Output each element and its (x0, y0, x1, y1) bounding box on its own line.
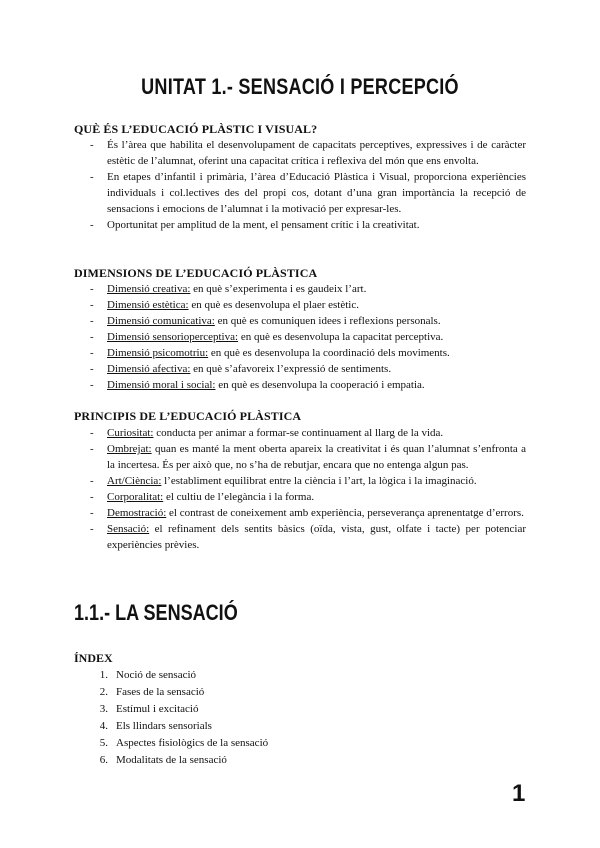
index-number: 5. (99, 737, 108, 749)
term: Dimensió creativa: (107, 283, 191, 295)
term: Sensació: (107, 523, 150, 535)
term-description: en què s’experimenta i es gaudeix l’art. (190, 283, 367, 295)
list-item (90, 505, 526, 521)
list-item (90, 521, 526, 553)
section-heading-principles: PRINCIPIS DE L’EDUCACIÓ PLÀSTICA (74, 409, 302, 423)
index-item (88, 752, 268, 769)
term-description: en què es desenvolupa la cooperació i empatia. (215, 379, 425, 391)
index-label: Modalitats de la sensació (116, 754, 227, 766)
list-item (90, 281, 526, 297)
term: Dimensió afectiva: (107, 363, 191, 375)
index-number: 3. (99, 703, 108, 715)
section-principles-list (90, 425, 526, 553)
section-heading-dimensions: DIMENSIONS DE L’EDUCACIÓ PLÀSTICA (74, 266, 318, 280)
term-description: el contrast de coneixement amb experiència, perseverança aprenentatge d’errors. (166, 507, 524, 519)
term-description: el refinament dels sentits bàsics (oïda, vista, gust, olfate i tacte) per potenciar experiències prèvies. (107, 523, 526, 551)
index-number: 1. (99, 669, 108, 681)
page-number: 1 (512, 780, 526, 807)
list-item (90, 345, 526, 361)
list-item (90, 473, 526, 489)
term: Ombrejat: (107, 443, 152, 455)
index-label: Els llindars sensorials (116, 720, 212, 732)
term-description: en què es desenvolupa el plaer estètic. (188, 299, 359, 311)
term: Dimensió comunicativa: (107, 315, 215, 327)
list-item (90, 313, 526, 329)
term: Demostració: (107, 507, 167, 519)
list-item (90, 489, 526, 505)
list-item (90, 425, 526, 441)
term: Dimensió estètica: (107, 299, 189, 311)
list-item (90, 329, 526, 345)
index-item (88, 701, 268, 718)
term: Art/Ciència: (107, 475, 162, 487)
term-description: el cultiu de l’elegància i la forma. (163, 491, 315, 503)
index-label: Noció de sensació (116, 669, 197, 681)
index-number: 2. (99, 686, 108, 698)
term: Corporalitat: (107, 491, 164, 503)
term: Dimensió psicomotriu: (107, 347, 209, 359)
term: Dimensió sensorioperceptiva: (107, 331, 239, 343)
section-dimensions-list (90, 281, 526, 393)
index-item (88, 684, 268, 701)
index-item (88, 718, 268, 735)
list-item: - És l’àrea que habilita el desenvolupament de capacitats perceptives, expressives i de caràcter estètic de l’alumnat, oferint una capacitat crítica i reflexiva del món que ens envolta. (90, 137, 526, 169)
list-item (90, 377, 526, 393)
term-description: en què s’afavoreix l’expressió de sentiments. (190, 363, 392, 375)
index-item (88, 735, 268, 752)
term-description: l’establiment equilibrat entre la ciència i l’art, la lògica i la imaginació. (161, 475, 477, 487)
list-item (90, 441, 526, 473)
index-heading: ÍNDEX (74, 651, 113, 665)
term-description: conducta per animar a formar-se continuament al llarg de la vida. (153, 427, 444, 439)
index-list (88, 667, 268, 769)
section-title-sensation: 1.1.- LA SENSACIÓ (74, 600, 238, 625)
index-number: 6. (99, 754, 108, 766)
index-label: Estímul i excitació (116, 703, 199, 715)
list-item (90, 297, 526, 313)
list-item: - En etapes d’infantil i primària, l’àrea d’Educació Plàstica i Visual, proporciona experiències individuals i col.lectives des del propi cos, dotant d’una gran importància la recepció de sensacions i emocions de l’alumnat i la motivació per expresar-les. (90, 169, 526, 217)
index-item (88, 667, 268, 684)
term-description: en què es comuniquen idees i reflexions personals. (214, 315, 441, 327)
term-description: quan es manté la ment oberta apareix la creativitat i és quan l’alumnat s’enfronta a la incertesa. És per això que, no s’ha de rebutjar, encara que no entenga algun pas. (107, 443, 526, 471)
term-description: en què es desenvolupa la capacitat perceptiva. (238, 331, 444, 343)
section-what-is-list (90, 137, 526, 233)
index-number: 4. (99, 720, 108, 732)
index-label: Fases de la sensació (116, 686, 205, 698)
term-description: en què es desenvolupa la coordinació dels moviments. (208, 347, 450, 359)
list-item (90, 361, 526, 377)
term: Curiositat: (107, 427, 154, 439)
list-item: - Oportunitat per amplitud de la ment, el pensament crític i la creativitat. (90, 217, 526, 233)
index-label: Aspectes fisiològics de la sensació (116, 737, 269, 749)
term: Dimensió moral i social: (107, 379, 216, 391)
document-title: UNITAT 1.- SENSACIÓ I PERCEPCIÓ (141, 74, 459, 99)
section-heading-what-is: QUÈ ÉS L’EDUCACIÓ PLÀSTIC I VISUAL? (74, 122, 318, 136)
